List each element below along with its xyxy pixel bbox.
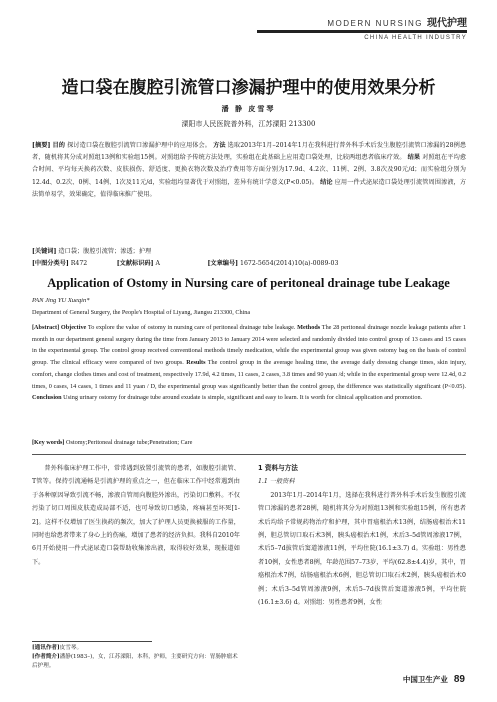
- abstract-cn: [32, 140, 466, 201]
- objective-en-text: To explore the value of ostomy in nursing care of peritoneal drainage tube leakage.: [87, 324, 296, 331]
- subsection-heading: 1.1 一般资料: [258, 478, 295, 486]
- footnote-corresponding: [32, 644, 240, 653]
- methods-label: 方法: [213, 142, 226, 149]
- results-text: 对照组在平均愈合时间、平均每天换药次数、皮肤损伤、舒适度、更换衣物次数及治疗费用等方面分别为17.9d、4.2次、11例、2例、3.8次及90元/d；而实验组分别为12.4d、0.2次、0例、14例、1次及11元/d，实验组均显著优于对照组，差异有统计学意义(P<0.05)。: [32, 154, 467, 186]
- results-en-label: Results: [186, 359, 206, 367]
- body-paragraph: 普外科临床护理工作中，常常遇到放置引流管的患者，如腹腔引流管、T管等。保持引流通畅是引流护理的重点之一，但在临床工作中经常遇到由于各种原因导致引流不畅，渗液自管周向腹腔外渗出，污染切口敷料。不仅污染了切口周围皮肤造成局部不适，也可导致切口感染，疼痛甚至坏死[1-2]。这样不仅增加了医生换药的频次，加大了护理人员更换被服的工作量，同时也给患者带来了身心上的伤痛，增加了患者的经济负担。我科自2010年6月开始使用一件式泌尿造口袋帮助收集渗出液，取得较好效果，现报道如下。: [32, 465, 240, 566]
- footnote-label: [通讯作者]: [32, 645, 60, 651]
- body-right-column: [258, 462, 466, 609]
- article-id-value: 1672-5654(2014)10(a)-0089-03: [240, 260, 339, 267]
- keywords-en-label: [Key words]: [32, 439, 65, 446]
- footer-journal: 中国卫生产业: [402, 675, 448, 684]
- authors-cn: 潘 静 皮雪琴: [221, 104, 276, 113]
- classification-line: [32, 259, 466, 269]
- results-label: 结果: [407, 154, 421, 162]
- affiliation-en: Department of General Surgery, the People's Hospital of Liyang, Jiangsu 213300, China: [32, 309, 251, 316]
- keywords-en-text: Ostomy;Peritoneal drainage tube;Penetration; Care: [66, 439, 193, 446]
- page-footer: [403, 674, 465, 685]
- affiliation-cn: 溧阳市人民医院普外科，江苏溧阳 213300: [181, 120, 316, 128]
- page-number: 89: [453, 674, 465, 685]
- doc-value: A: [155, 260, 160, 267]
- journal-subtitle-en: CHINA HEALTH INDUSTRY: [364, 35, 467, 41]
- section-heading: 1 资料与方法: [258, 464, 298, 472]
- article-title-en: Application of Ostomy in Nursing care of peritoneal drainage tube Leakage: [47, 276, 450, 290]
- body-paragraph: 2013年1月–2014年1月，选择在我科进行普外科手术后发生腹腔引流管口渗漏的患者28例，随机将其分为对照组13例和实验组15例，所有患者术后均给予常规药物治疗和护理，其中胃癌根治术13例，结肠癌根治术11例，胆总管切口取石术3例，胰头癌根治术1例，术后3–5d管周渗液17例，术后5–7d拔管后窦道渗液11例，平均住院(16.1±3.7) d。实验组：男性患者10例，女性患者8例，年龄范围57–73岁，平均(62.8±4.4)岁，其中，胃癌根治术7例，结肠癌根治术6例，胆总管切口取石术2例，胰头癌根治术0例；术后3–5d管周渗液9例，术后5–7d拔管后窦道渗液5例，平均住院(16.1±3.6) d。对照组：男性患者9例，女性: [258, 491, 466, 607]
- journal-header: [257, 14, 467, 41]
- article-title-cn: 造口袋在腹腔引流管口渗漏护理中的使用效果分析: [61, 78, 436, 98]
- objective-en-label: Objective: [60, 324, 87, 331]
- conclusion-text: 应用一件式泌尿造口袋处理引流管周围渗液，方法简单易学，效果确定，值得临床推广使用。: [32, 178, 467, 198]
- footnote-author-bio: [32, 653, 240, 671]
- clc-value: R472: [70, 260, 88, 267]
- keywords-en: [32, 439, 466, 446]
- clc-label: [中图分类号]: [32, 260, 69, 267]
- methods-en-label: Methods: [297, 324, 321, 331]
- conclusion-label: 结论: [320, 178, 333, 186]
- body-left-column: [32, 462, 240, 569]
- authors-en: PAN Jing YU Xueqin*: [32, 297, 90, 304]
- abstract-en-label: [Abstract]: [32, 324, 60, 331]
- objective-text: 探讨造口袋在腹腔引流管口渗漏护理中的应用体会。: [67, 142, 212, 149]
- article-id-label: [文章编号]: [207, 260, 239, 267]
- abstract-en: [32, 322, 466, 404]
- header-rule: [257, 30, 467, 33]
- conclusion-en-label: Conclusion: [32, 394, 62, 402]
- footnote-text: 潘静(1983–)，女，江苏溧阳，本科，护师，主要研究方向：胃肠肿瘤术后护理。: [32, 654, 238, 669]
- footnote-rule: [32, 641, 152, 642]
- objective-label: 目的: [52, 142, 66, 149]
- conclusion-en-text: Using urinary ostomy for drainage tube around exudate is simple, significant and easy to learn. It is worth for clinical application and promotion.: [63, 394, 423, 402]
- results-en-text: The control group in the average healing time, the average daily dressing change times, skin injury, comfort, change clothes times and cost of treatment, respectively 17.9d, 4.2 times, 11 cases, 2 cases, 3.8 times and 90 yuan /d; while in the experimental group were 12.4d, 0.2 times, 0 cases, 14 cases, 1 times and 11 yuan / D, the experimental group was significantly better than the control group, the difference was statistically significant (P<0.05).: [32, 359, 467, 390]
- keywords-cn-text: 造口袋；腹腔引流管；渗透；护理: [58, 248, 152, 255]
- keywords-cn-label: [关键词]: [32, 248, 57, 255]
- footnote-label: [作者简介]: [32, 654, 60, 660]
- doc-label: [文献标识码]: [116, 260, 154, 267]
- footnote-text: 皮雪琴。: [59, 645, 83, 651]
- keywords-cn: [32, 247, 466, 257]
- methods-en-text: The 28 peritoneal drainage nozzle leakage patients after 1 month in our department general surgery during the time from January 2013 to January 2014 were selected and randomly divided into control group of 13 cases and 15 cases in the experimental group. The control group received conventional methods timely medication, while the experimental group was given ostomy bag on the basis of control group. The clinical efficacy were compared of two groups.: [32, 324, 467, 367]
- section-divider: [32, 454, 466, 455]
- footnotes: [32, 644, 240, 671]
- methods-text: 选取2013年1月–2014年1月在我科进行普外科手术后发生腹腔引流管口渗漏的28例患者，随机将其分成对照组13例和实验组15例。对照组给予传统方法处理，实验组在此基础上应用造口袋处理，比较两组患者临床疗效。: [32, 142, 467, 162]
- journal-name-en: MODERN NURSING: [327, 19, 423, 28]
- journal-name-cn: 现代护理: [427, 18, 467, 29]
- abstract-cn-label: [摘要]: [32, 142, 51, 149]
